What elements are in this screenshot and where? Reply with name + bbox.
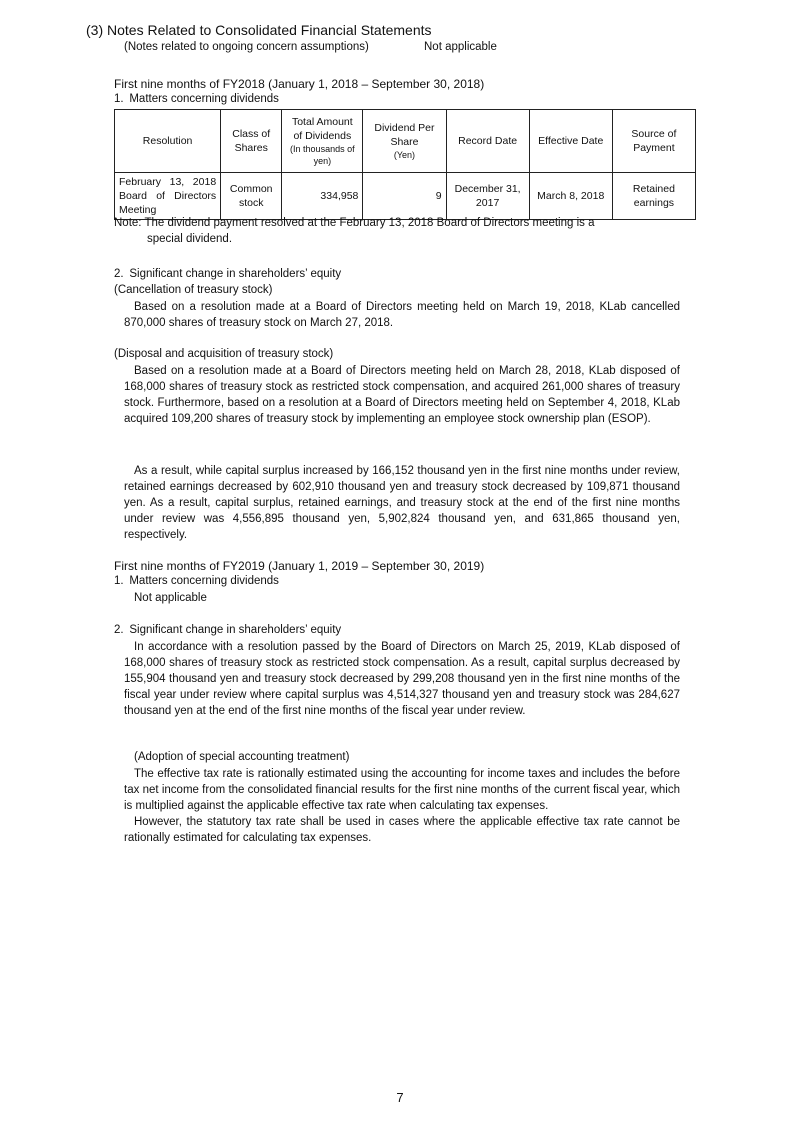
table-row <box>115 173 696 220</box>
fy2018-heading: First nine months of FY2018 (January 1, 2018 – September 30, 2018) <box>114 77 485 91</box>
fy2019-item1-heading: 1. Matters concerning dividends <box>114 575 279 587</box>
fy2018-item1-heading: 1. Matters concerning dividends <box>114 93 279 105</box>
going-concern-label: (Notes related to ongoing concern assumptions) <box>124 41 369 53</box>
header-resolution: Resolution <box>115 110 221 173</box>
going-concern-value: Not applicable <box>424 41 497 53</box>
fy2019-heading: First nine months of FY2019 (January 1, 2019 – September 30, 2019) <box>114 559 485 573</box>
header-total-amount-unit: (In thousands of yen) <box>290 144 355 166</box>
cell-resolution: February 13, 2018 Board of Directors Meeting <box>115 173 221 220</box>
header-class-of-shares: Class of Shares <box>221 110 282 173</box>
cell-class-of-shares: Common stock <box>221 173 282 220</box>
disposal-paragraph: Based on a resolution made at a Board of Directors meeting held on March 28, 2018, KLab disposed of 168,000 shares of treasury stock as restricted stock compensation, and acquired 261,000 shares of treasury stock. Furthermore, based on a resolution at a Board of Directors meeting held on September 4, 2018, KLab acquired 109,200 shares of treasury stock by implementing an employee stock ownership plan (ESOP). <box>124 365 680 425</box>
fy2019-equity-paragraph: In accordance with a resolution passed by the Board of Directors on March 25, 2019, KLab disposed of 168,000 shares of treasury stock as restricted stock compensation. As a result, capital surplus decreased by 155,904 thousand yen and treasury stock decreased by 299,208 thousand yen in the first nine months of the fiscal year under review where capital surplus was 4,514,327 thousand yen and treasury stock was 284,627 thousand yen at the end of the first nine months of the fiscal year under review. <box>124 641 680 717</box>
header-dividend-per-share-label: Dividend Per Share <box>374 122 435 148</box>
header-source-of-payment: Source of Payment <box>612 110 695 173</box>
fy2019-item2-heading: 2. Significant change in shareholders’ equity <box>114 624 342 636</box>
header-total-amount-label: Total Amount of Dividends <box>291 116 353 142</box>
cell-total-amount: 334,958 <box>282 173 363 220</box>
cancellation-paragraph: Based on a resolution made at a Board of Directors meeting held on March 19, 2018, KLab cancelled 870,000 shares of treasury stock on March 27, 2018. <box>124 301 680 329</box>
header-dividend-per-share <box>363 110 446 173</box>
dividend-note-line1: Note: The dividend payment resolved at the February 13, 2018 Board of Directors meeting is a <box>114 217 595 229</box>
header-effective-date: Effective Date <box>529 110 612 173</box>
cell-effective-date: March 8, 2018 <box>529 173 612 220</box>
result-paragraph: As a result, while capital surplus increased by 166,152 thousand yen in the first nine months under review, retained earnings decreased by 602,910 thousand yen and treasury stock decreased by 109,871 thousand yen. As a result, capital surplus, retained earnings, and treasury stock at the end of the first nine months under review was 4,556,895 thousand yen, 5,902,824 thousand yen, and 631,865 thousand yen, respectively. <box>124 465 680 541</box>
table-header-row <box>115 110 696 173</box>
header-record-date: Record Date <box>446 110 529 173</box>
header-dividend-per-share-unit: (Yen) <box>393 150 416 160</box>
special-accounting-heading: (Adoption of special accounting treatment) <box>134 751 350 763</box>
going-concern-note <box>124 41 497 53</box>
cancellation-heading: (Cancellation of treasury stock) <box>114 284 273 296</box>
cell-dividend-per-share: 9 <box>363 173 446 220</box>
special-accounting-paragraph1: The effective tax rate is rationally estimated using the accounting for income taxes and includes the before tax net income from the consolidated financial results for the first nine months of the current fiscal year, which is multiplied against the applicable effective tax rate when calculating tax expenses. <box>124 768 680 812</box>
page-number: 7 <box>396 1090 404 1105</box>
dividend-note-line2: special dividend. <box>147 233 233 245</box>
dividends-table <box>114 109 696 220</box>
fy2018-item2-heading: 2. Significant change in shareholders’ equity <box>114 268 342 280</box>
special-accounting-paragraph2: However, the statutory tax rate shall be used in cases where the applicable effective tax rate cannot be rationally estimated for calculating tax expenses. <box>124 816 680 844</box>
cell-source-of-payment: Retained earnings <box>612 173 695 220</box>
cell-record-date: December 31, 2017 <box>446 173 529 220</box>
section-title: (3) Notes Related to Consolidated Financial Statements <box>86 22 432 38</box>
fy2019-item1-value: Not applicable <box>134 592 207 604</box>
header-total-amount <box>282 110 363 173</box>
disposal-heading: (Disposal and acquisition of treasury stock) <box>114 348 334 360</box>
